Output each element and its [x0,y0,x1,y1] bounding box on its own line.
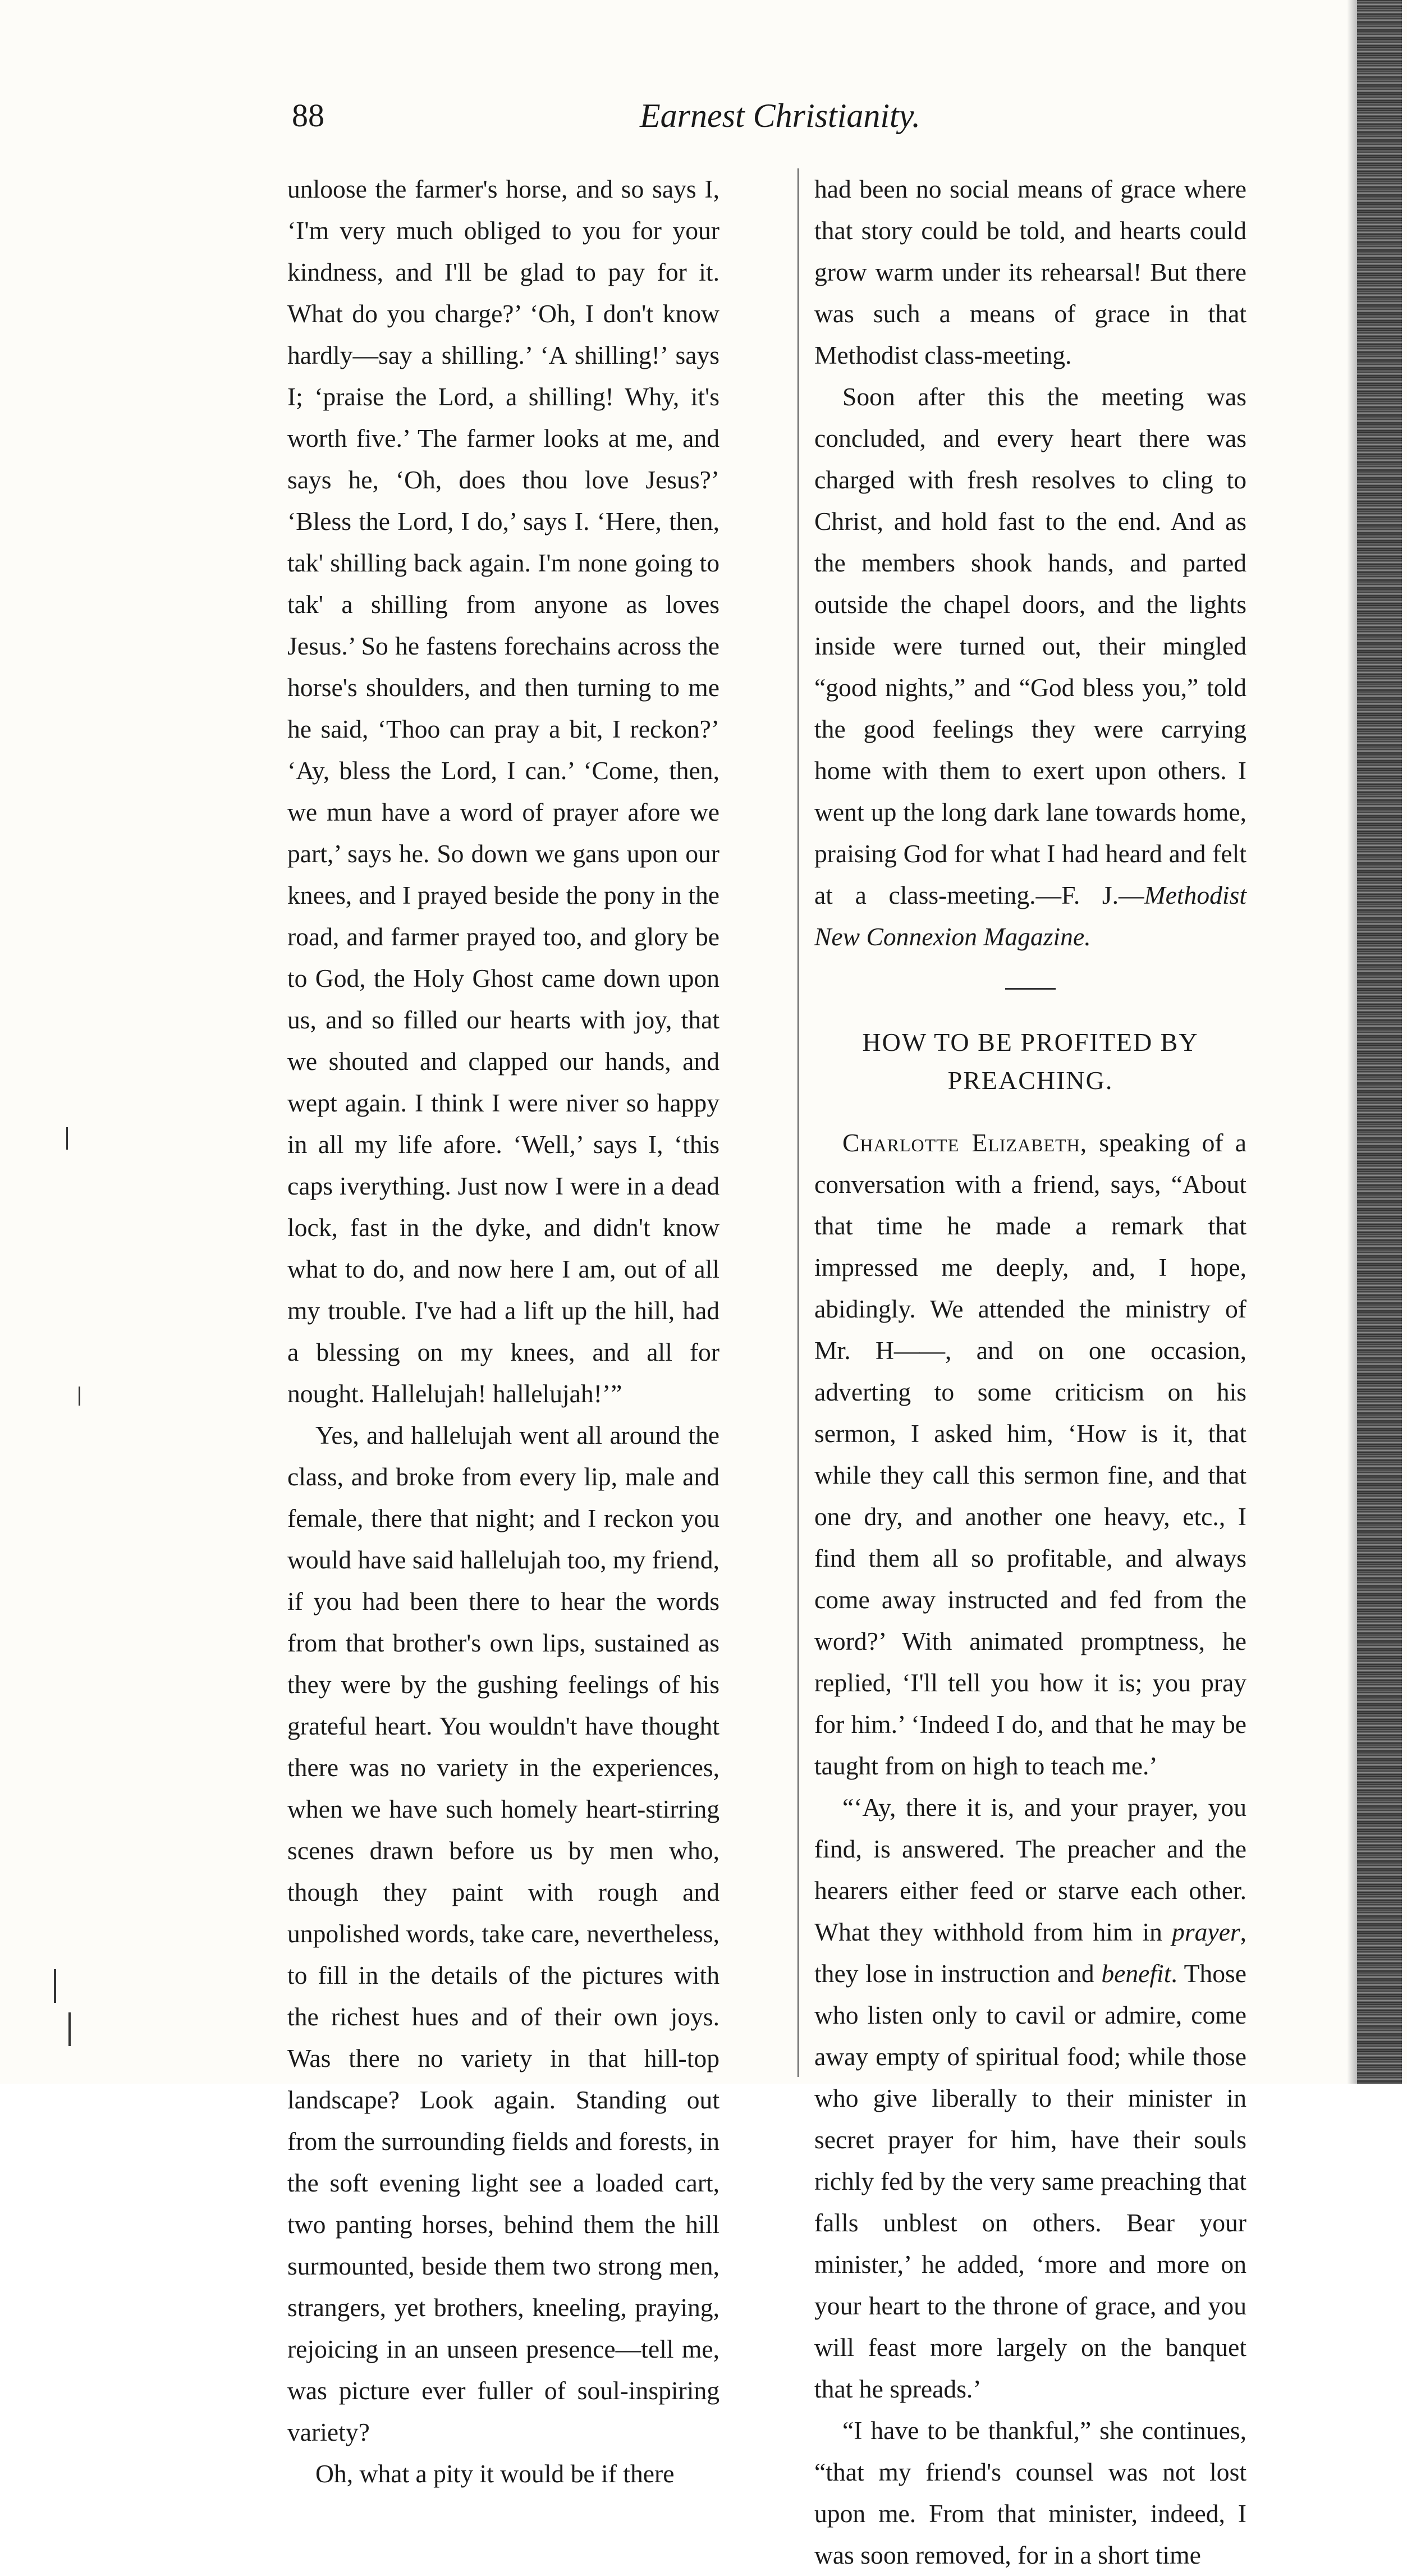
paragraph [814,1787,1246,2410]
paragraph [814,376,1246,958]
paragraph [814,1122,1246,1787]
emphasis-benefit: benefit [1101,1959,1171,1988]
paragraph-text: , they lose in instruction and [814,1918,1246,1988]
print-speck [79,1387,80,1406]
print-speck [66,1127,68,1150]
paragraph-text: Soon after this the meeting was concluded, and every heart there was charged with fresh resolves to cling to Christ, and hold fast to the end. And as the members shook hands, and parted outside the chapel doors, and the lights inside were turned out, their mingled “good nights,” and “God bless you,” told the good feelings they were carrying home with them to exert upon others. I went up the long dark lane towards home, praising God for what I had heard and felt at a class-meeting.—F. J.— [814,382,1246,909]
section-divider [1005,988,1056,990]
print-speck [68,2012,71,2046]
right-column [814,168,1246,2576]
paragraph-text: speaking of a conversation with a friend, says, “About that time he made a remark that impressed me deeply, and, I hope, abidingly. We attended the ministry of Mr. H——, and on one occasion, adverting to some criticism on his sermon, I asked him, ‘How is it, that while they call this sermon fine, and that one dry, and another one heavy, etc., I find them all so profitable, and always come away instructed and fed from the word?’ With animated promptness, he replied, ‘I'll tell you how it is; you pray for him.’ ‘Indeed I do, and that he may be taught from on high to teach me.’ [814,1128,1246,1780]
column-divider [798,168,799,2077]
paragraph: Yes, and hallelujah went all around the class, and broke from every lip, male and female, there that night; and I reckon you would have said hallelujah too, my friend, if you had been there to hear the words from that brother's own lips, sustained as they were by the gushing feelings of his grateful heart. You wouldn't have thought there was no variety in the experiences, when we have such homely heart-stirring scenes drawn before us by men who, though they paint with rough and unpolished words, take care, nevertheless, to fill in the details of the pictures with the richest hues and of their own joys. Was there no variety in that hill-top landscape? Look again. Standing out from the surrounding fields and forests, in the soft evening light see a loaded cart, two panting horses, behind them the hill surmounted, beside them two strong men, strangers, yet brothers, kneeling, praying, rejoicing in an unseen presence—tell me, was picture ever fuller of soul-inspiring variety? [287,1421,719,2446]
paragraph: Oh, what a pity it would be if there [315,2459,675,2488]
print-speck [54,1969,56,2003]
page-number: 88 [292,97,324,134]
running-title: Earnest Christianity. [640,97,921,134]
emphasis-prayer: prayer [1172,1918,1240,1946]
left-column [287,168,719,2495]
paragraph: unloose the farmer's horse, and so says I, ‘I'm very much obliged to you for your kindness, and I'll be glad to pay for it. What do you charge?’ ‘Oh, I don't know hardly—say a shilling.’ ‘A shilling!’ says I; ‘praise the Lord, a shilling! Why, it's worth five.’ The farmer looks at me, and says he, ‘Oh, does thou love Jesus?’ ‘Bless the Lord, I do,’ says I. ‘Here, then, tak' shilling back again. I'm none going to tak' a shilling from anyone as loves Jesus.’ So he fastens forechains across the horse's shoulders, and then turning to me he said, ‘Thoo can pray a bit, I reckon?’ ‘Ay, bless the Lord, I can.’ ‘Come, then, we mun have a word of prayer afore we part,’ says he. So down we gans upon our knees, and I prayed beside the pony in the road, and farmer prayed too, and glory be to God, the Holy Ghost came down upon us, and so filled our hearts with joy, that we shouted and clapped our hands, and wept again. I think I were niver so happy in all my life afore. ‘Well,’ says I, ‘this caps iverything. Just now I were in a dead lock, fast in the dyke, and didn't know what to do, and now here I am, out of all my trouble. I've had a lift up the hill, had a blessing on my knees, and all for nought. Hallelujah! hallelujah!’” [287,175,719,1408]
binding-shadow [1347,0,1357,2084]
book-spine [1357,0,1402,2084]
paragraph-text: . Those who listen only to cavil or admire, come away empty of spiritual food; while those who give liberally to their minister in secret prayer for him, have their souls richly fed by the very same preaching that falls unblest on others. Bear your minister,’ he added, ‘more and more on your heart to the throne of grace, and you will feast more largely on the banquet that he spreads.’ [814,1959,1246,2403]
running-header [292,97,965,147]
paragraph: had been no social means of grace where that story could be told, and hearts could grow warm under its rehearsal! But there was such a means of grace in that Methodist class-meeting. [814,175,1246,369]
paragraph-text: “‘Ay, there it is, and your prayer, you find, is answered. The preacher and the hearers either feed or starve each other. What they withhold from him in [814,1793,1246,1946]
lead-name: Charlotte Elizabeth, [842,1128,1088,1157]
paragraph: “I have to be thankful,” she continues, “that my friend's counsel was not lost upon me. From that minister, indeed, I was soon removed, for in a short time [814,2416,1246,2569]
section-title: HOW TO BE PROFITED BY PREACHING. [862,1028,1199,1095]
source-credit: Methodist New Connexion Magazine. [814,881,1246,951]
